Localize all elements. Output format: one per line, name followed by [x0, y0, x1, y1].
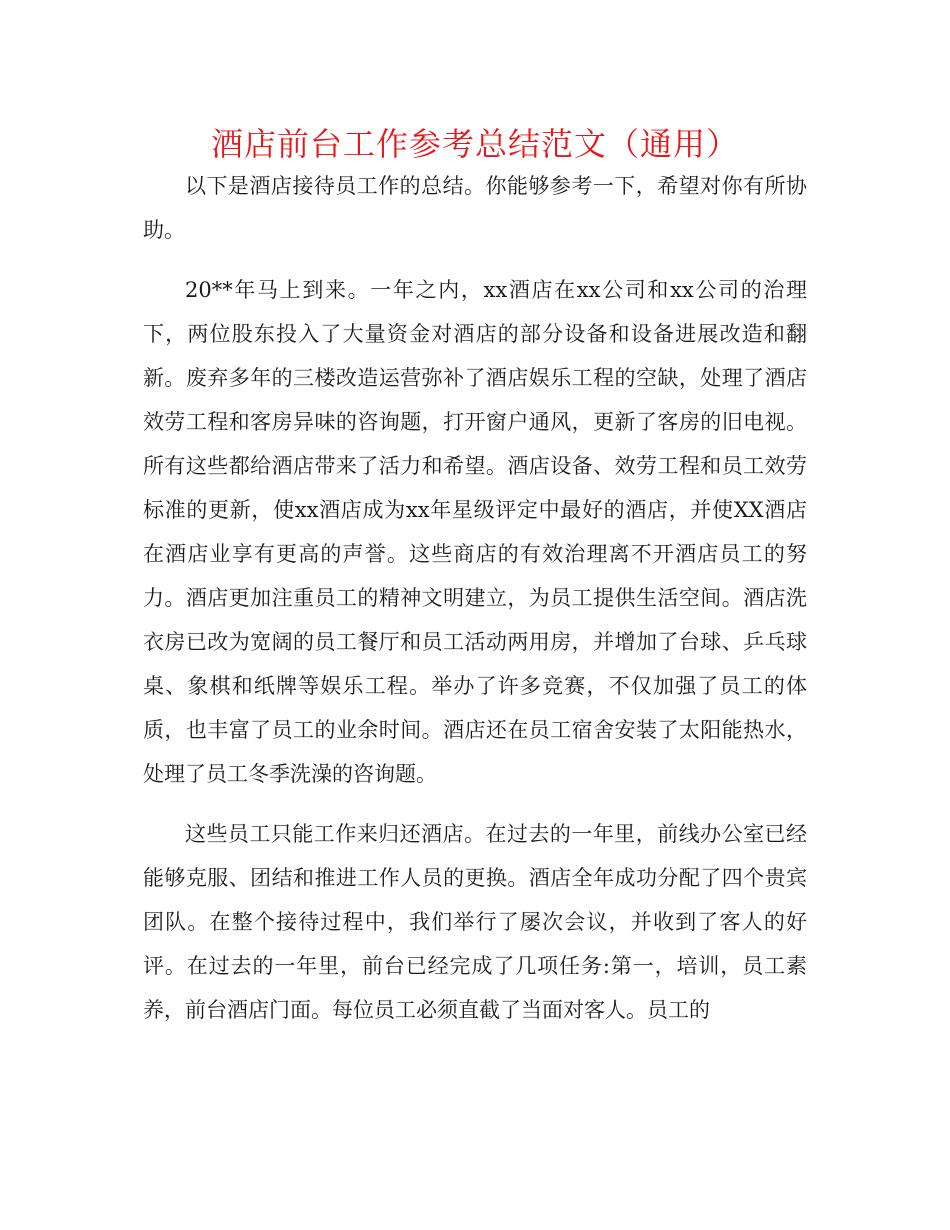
document-body [143, 164, 807, 1048]
paragraph-front-office: 这些员工只能工作来归还酒店。在过去的一年里，前线办公室已经能够克服、团结和推进工作人员的更换。酒店全年成功分配了四个贵宾团队。在整个接待过程中，我们举行了屡次会议，并收到了客人的好评。在过去的一年里，前台已经完成了几项任务:第一，培训，员工素养，前台酒店门面。每位员工必须直截了当面对客人。员工的 [143, 822, 807, 1022]
document-title: 酒店前台工作参考总结范文（通用） [210, 125, 739, 163]
paragraph-hotel-renovation: 20**年马上到来。一年之内，xx酒店在xx公司和xx公司的治理下，两位股东投入了大量资金对酒店的部分设备和设备进展改造和翻新。废弃多年的三楼改造运营弥补了酒店娱乐工程的空缺，处理了酒店效劳工程和客房异味的咨询题，打开窗户通风，更新了客房的旧电视。所有这些都给酒店带来了活力和希望。酒店设备、效劳工程和员工效劳标准的更新，使xx酒店成为xx年星级评定中最好的酒店，并使XX酒店在酒店业享有更高的声誉。这些商店的有效治理离不开酒店员工的努力。酒店更加注重员工的精神文明建立，为员工提供生活空间。酒店洗衣房已改为宽阔的员工餐厅和员工活动两用房，并增加了台球、乒乓球桌、象棋和纸牌等娱乐工程。举办了许多竞赛，不仅加强了员工的体质，也丰富了员工的业余时间。酒店还在员工宿舍安装了太阳能热水，处理了员工冬季洗澡的咨询题。 [143, 278, 807, 786]
paragraph-intro: 以下是酒店接待员工作的总结。你能够参考一下，希望对你有所协助。 [143, 174, 807, 242]
